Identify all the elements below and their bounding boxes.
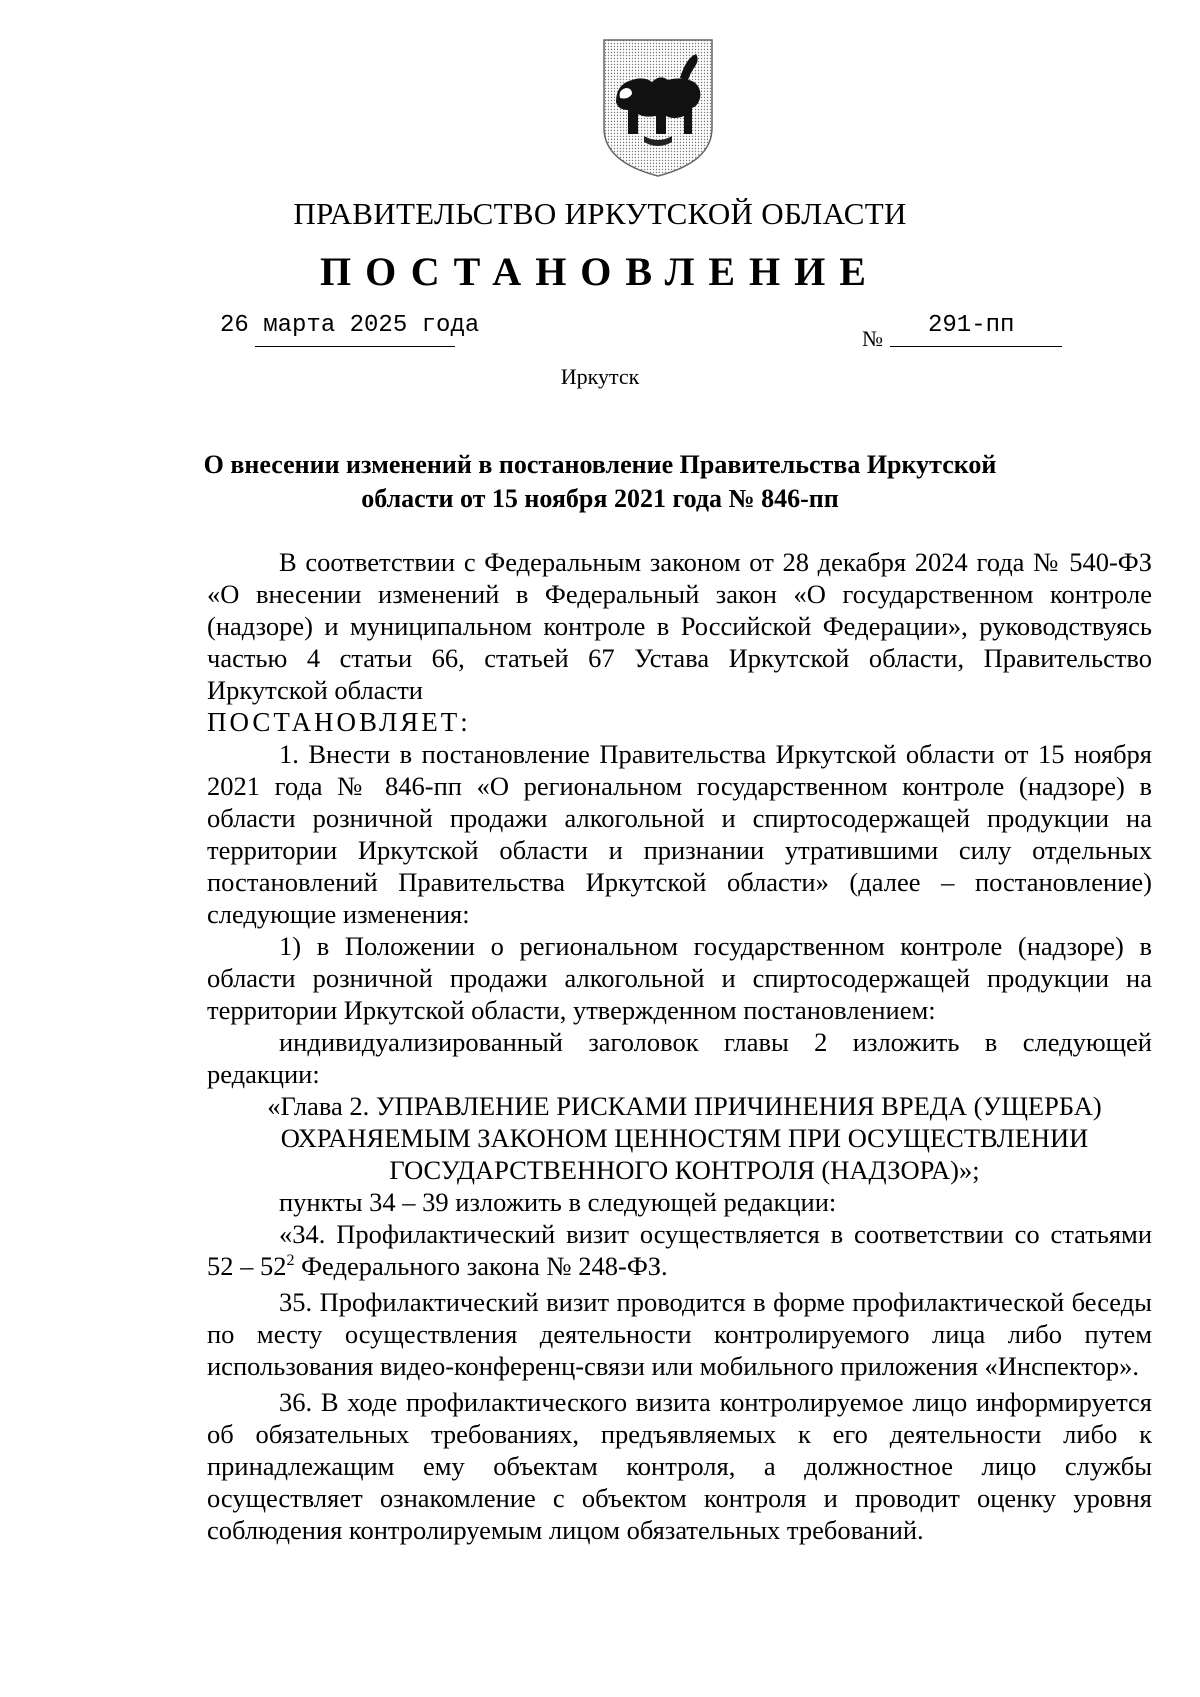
chapter-heading-line-2: ОХРАНЯЕМЫМ ЗАКОНОМ ЦЕННОСТЯМ ПРИ ОСУЩЕСТВЛЕНИИ (280, 1123, 1089, 1153)
point-34 (207, 1218, 1152, 1282)
paragraph-1: 1. Внести в постановление Правительства Иркутской области от 15 ноября 2021 года № 846-пп «О региональном государственном контроле (надзоре) в области розничной продажи алкогольной и спиртосодержащей продукции на территории Иркутской области и признании утратившими силу отдельных постановлений Правительства Иркутской области» (далее – постановление) следующие изменения: (207, 739, 1152, 929)
number-sign: № (862, 326, 883, 351)
coat-of-arms-icon (598, 36, 718, 178)
point-36: 36. В ходе профилактического визита контролируемое лицо информируется об обязательных требованиях, предъявляемых к его деятельности либо к принадлежащим ему объектам контроля, а должностное лицо службы осуществляет ознакомление с объектом контроля и проводит оценку уровня соблюдения контролируемым лицом обязательных требований. (207, 1387, 1152, 1545)
decree-date: 26 марта 2025 года (220, 312, 480, 339)
document-title (0, 448, 1200, 516)
document-body (207, 546, 1152, 1546)
document-type: ПОСТАНОВЛЕНИЕ (320, 249, 880, 294)
chapter-heading-intro: индивидуализированный заголовок главы 2 изложить в следующей редакции: (207, 1027, 1152, 1089)
resolves-heading: ПОСТАНОВЛЯЕТ: (207, 707, 471, 737)
paragraph-1-subitem-1: 1) в Положении о региональном государственном контроле (надзоре) в области розничной продажи алкогольной и спиртосодержащей продукции на территории Иркутской области, утвержденном постановлением: (207, 931, 1152, 1025)
chapter-heading-line-3: ГОСУДАРСТВЕННОГО КОНТРОЛЯ (НАДЗОРА)»; (389, 1155, 980, 1185)
decree-number: 291-пп (928, 312, 1015, 339)
title-line-1: О внесении изменений в постановление Правительства Иркутской (203, 450, 997, 479)
title-line-2: области от 15 ноября 2021 года № 846-пп (361, 484, 839, 513)
point-34-text: «34. Профилактический визит осуществляется в соответствии со статьями 52 – 52 (207, 1219, 1152, 1281)
number-underline (890, 346, 1062, 347)
point-34-text-end: Федерального закона № 248-ФЗ. (294, 1251, 668, 1281)
government-name: ПРАВИТЕЛЬСТВО ИРКУТСКОЙ ОБЛАСТИ (293, 196, 907, 231)
point-34-superscript: 2 (286, 1252, 295, 1270)
chapter-heading (207, 1090, 1152, 1186)
chapter-heading-line-1: «Глава 2. УПРАВЛЕНИЕ РИСКАМИ ПРИЧИНЕНИЯ ВРЕДА (УЩЕРБА) (267, 1091, 1102, 1121)
point-35: 35. Профилактический визит проводится в форме профилактической беседы по месту осуществления деятельности контролируемого лица либо путем использования видео-конференц-связи или мобильного приложения «Инспектор». (207, 1287, 1152, 1381)
points-intro: пункты 34 – 39 изложить в следующей редакции: (279, 1187, 837, 1217)
city-name: Иркутск (560, 364, 640, 389)
preamble-paragraph: В соответствии с Федеральным законом от 28 декабря 2024 года № 540-ФЗ «О внесении изменений в Федеральный закон «О государственном контроле (надзоре) и муниципальном контроле в Российской Федерации», руководствуясь частью 4 статьи 66, статьей 67 Устава Иркутской области, Правительство Иркутской области (207, 547, 1152, 705)
date-underline (255, 346, 455, 347)
